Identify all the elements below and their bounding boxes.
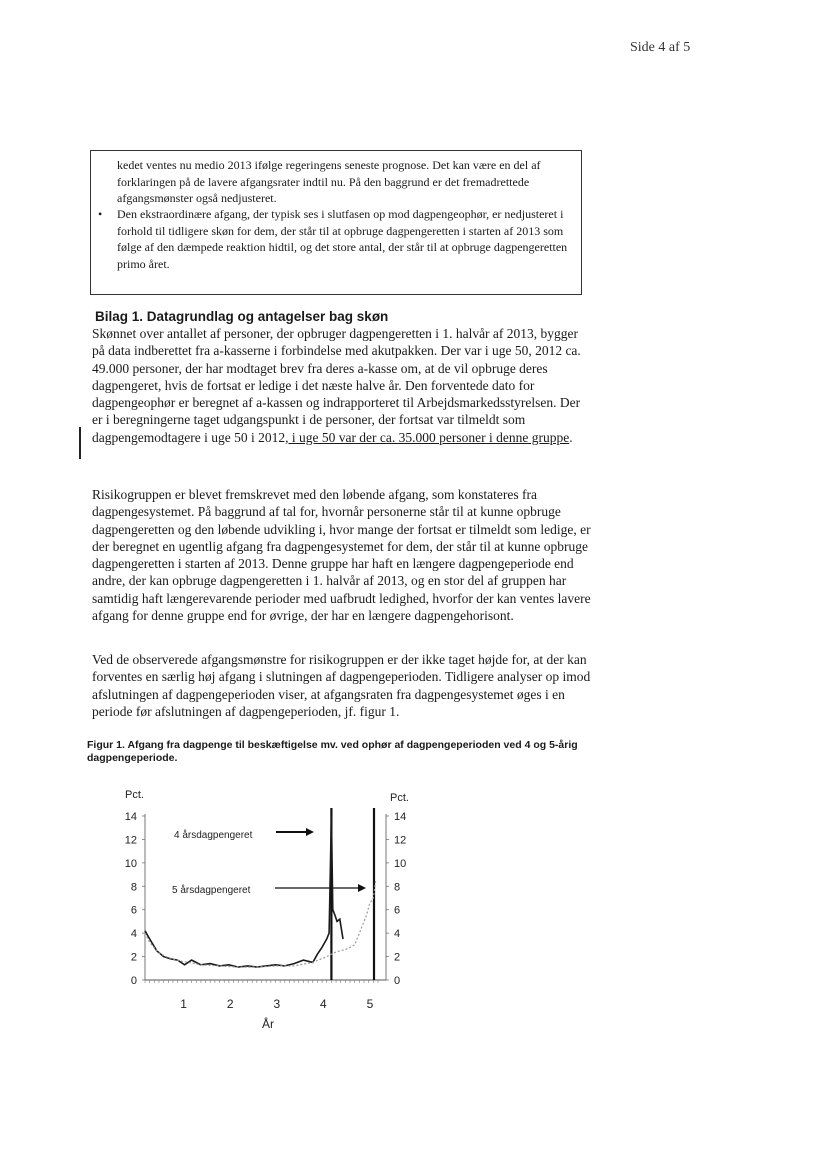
page-number: Side 4 af 5 (630, 40, 691, 55)
x-tick-label: 3 (273, 997, 281, 1011)
info-box (90, 150, 582, 295)
bullet-marker: • (98, 207, 103, 221)
y-axis-label-right: Pct. (390, 792, 409, 804)
paragraph-1-underlined: i uge 50 var der ca. 35.000 personer i denne gruppe (288, 429, 570, 445)
arrow-5-year-head (358, 884, 366, 892)
y-tick-label-right: 12 (394, 834, 407, 847)
paragraph-1-end: . (569, 429, 573, 445)
y-tick-label-right: 14 (394, 811, 407, 823)
y-tick-label-left: 6 (130, 904, 137, 917)
x-tick-label: 4 (320, 997, 327, 1011)
annotation-5-year: 5 årsdagpengeret (172, 885, 251, 896)
y-tick-label-left: 10 (124, 857, 137, 870)
x-tick-label: 1 (180, 997, 187, 1011)
box-bullet-text: Den ekstraordinære afgang, der typisk ses i slutfasen op mod dagpengeophør, er nedjusteret i forhold til tidligere skøn for dem, der står til at opbruge dagpengeretten i starten af 2013 som følge af den dæmpede reaktion hidtil, og det store antal, der står til at opbruge dagpengeretten primo året. (117, 207, 568, 271)
box-bullet-item (98, 206, 576, 272)
change-bar (79, 427, 81, 459)
paragraph-2: Risikogruppen er blevet fremskrevet med den løbende afgang, som konstateres fra dagpengesystemet. På baggrund af tal for, hvornår personerne står til at kunne opbruge dagpengeretten og den løbende udvikling i, hvor mange der fortsat er tilmeldt som ledige, er der beregnet en ugentlig afgang fra dagpengesystemet for dem, der står til at kunne opbruge dagpengeretten i starten af 2013. Denne gruppe har haft en længere dagpengeperiode end andre, der kan opbruge dagpengeretten i 1. halvår af 2013, og en stor del af gruppen har samtidig haft længerevarende perioder med uafbrudt ledighed, hvorfor der kan ventes lavere afgang for denne gruppe end for øvrige, der har en længere dagpengehorisont. (92, 487, 591, 624)
y-tick-label-right: 0 (394, 975, 401, 987)
y-tick-label-right: 8 (394, 881, 401, 894)
figure-caption: Figur 1. Afgang fra dagpenge til beskæftigelse mv. ved ophør af dagpengeperioden ved 4 og 5-årig dagpengeperiode. (87, 739, 578, 764)
y-tick-label-left: 14 (124, 811, 137, 823)
y-tick-label-right: 4 (394, 928, 401, 941)
figure-1-chart (0, 770, 826, 1090)
y-tick-label-left: 4 (130, 928, 137, 941)
y-tick-label-left: 0 (130, 975, 137, 987)
section-heading: Bilag 1. Datagrundlag og antagelser bag skøn (95, 309, 389, 324)
y-tick-label-right: 2 (394, 951, 401, 964)
y-tick-label-left: 12 (124, 834, 137, 847)
paragraph-1 (92, 325, 592, 446)
arrow-4-year-head (306, 828, 314, 836)
x-tick-label: 2 (226, 997, 234, 1011)
paragraph-3: Ved de observerede afgangsmønstre for risikogruppen er der ikke taget højde for, at der kan forventes en særlig høj afgang i slutningen af dagpengeperioden. Tidligere analyser op imod afslutningen af dagpengeperioden viser, at afgangsraten fra dagpengesystemet øges i en periode før afslutningen af dagpengeperioden, jf. figur 1. (92, 652, 591, 719)
box-continuation-text: kedet ventes nu medio 2013 ifølge regeringens seneste prognose. Det kan være en del af forklaringen på de lavere afgangsrater indtil nu. På den baggrund er det fremadrettede afgangsmønster også nedjusteret. (117, 158, 541, 205)
y-tick-label-right: 10 (394, 857, 407, 870)
annotation-4-year: 4 årsdagpengeret (174, 830, 253, 841)
x-axis-label: År (262, 1017, 274, 1031)
y-tick-label-left: 8 (130, 881, 137, 894)
y-tick-label-left: 2 (130, 951, 137, 964)
y-axis-label-left: Pct. (125, 789, 144, 801)
y-tick-label-right: 6 (394, 904, 401, 917)
x-tick-label: 5 (366, 997, 374, 1011)
paragraph-1-text: Skønnet over antallet af personer, der opbruger dagpengeretten i 1. halvår af 2013, bygger på data indberettet fra a-kasserne i forbindelse med akutpakken. Der var i uge 50, 2012 ca. 49.000 personer, der har modtaget brev fra deres a-kasse om, at de vil opbruge deres dagpengeret, hvis de fortsat er ledige i det næste halve år. Den forventede dato for dagpengeophør er beregnet af a-kassen og indrapporteret til Arbejdsmarkedsstyrelsen. Der er i beregningerne taget udgangspunkt i de personer, der fortsat var tilmeldt som dagpengemodtagere i uge 50 i 2012, (92, 326, 581, 445)
